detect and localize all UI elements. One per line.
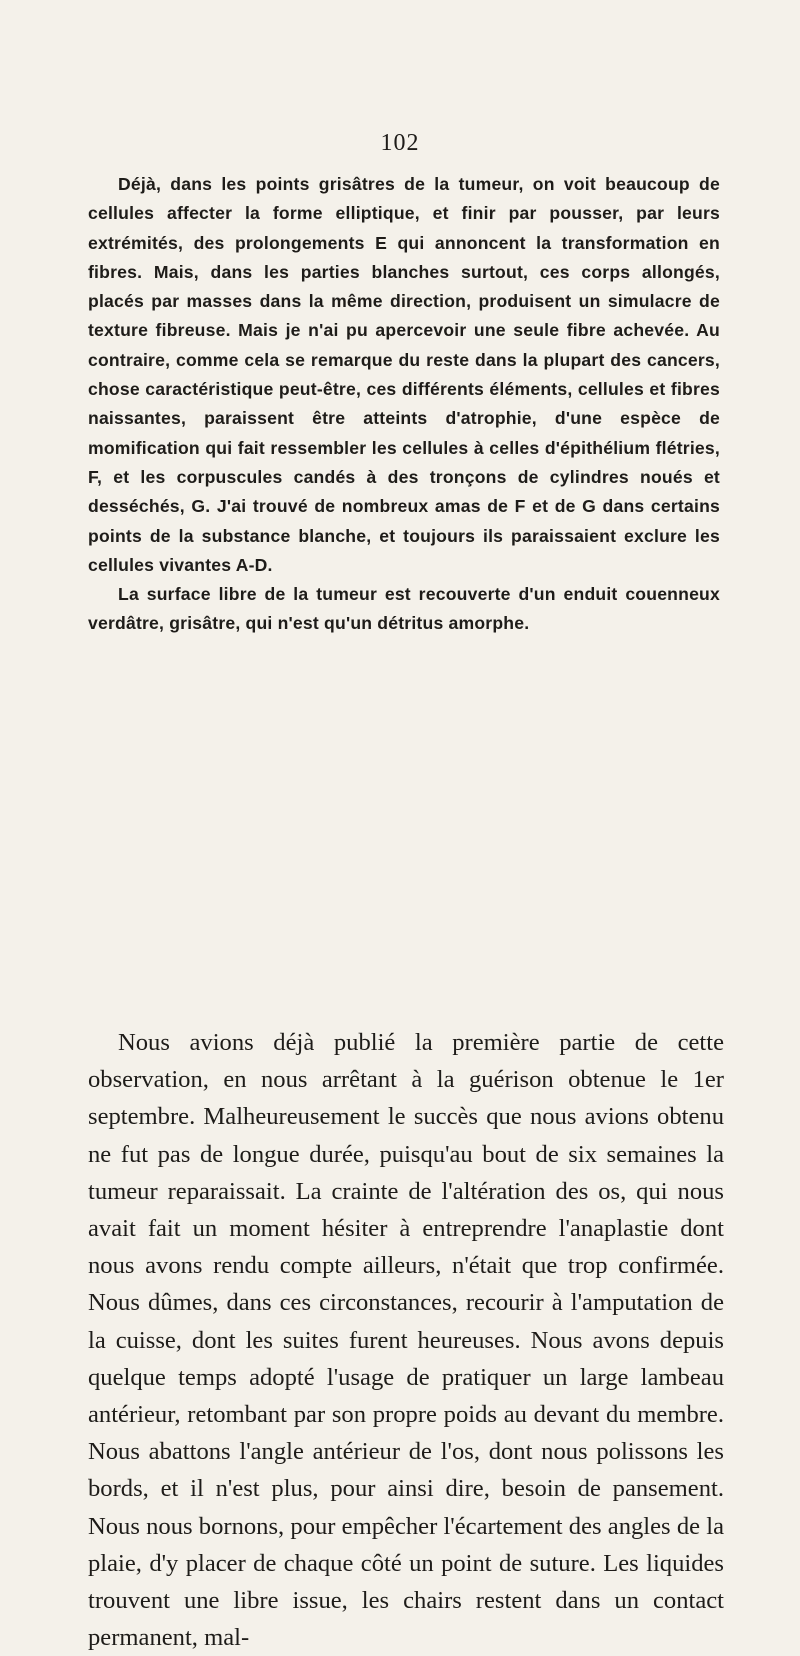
paragraph-tumor-cells: Déjà, dans les points grisâtres de la tumeur, on voit beaucoup de cellules affecter la forme elliptique, et finir par pousser, par leurs extrémités, des prolongements E qui annoncent la transformation en fibres. Mais, dans les parties blanches surtout, ces corps allongés, placés par masses dans la même direction, produisent un simulacre de texture fibreuse. Mais je n'ai pu apercevoir une seule fibre achevée. Au contraire, comme cela se remarque du reste dans la plupart des cancers, chose caractéristique peut-être, ces différents éléments, cellules et fibres naissantes, paraissent être atteints d'atrophie, d'une espèce de momification qui fait ressembler les cellules à celles d'épithélium flétries, F, et les corpuscules candés à des tronçons de cylindres noués et desséchés, G. J'ai trouvé de nombreux amas de F et de G dans certains points de la substance blanche, et toujours ils paraissaient exclure les cellules vivantes A-D. — [88, 174, 720, 575]
page-number: 102 — [380, 130, 420, 156]
paragraph-amputation: Nous avions déjà publié la première partie de cette observation, en nous arrêtant à la guérison obtenue le 1er septembre. Malheureusement le succès que nous avions obtenu ne fut pas de longue durée, puisqu'au bout de six semaines la tumeur reparaissait. La crainte de l'altération des os, qui nous avait fait un moment hésiter à entreprendre l'anaplastie dont nous avons rendu compte ailleurs, n'était que trop confirmée. Nous dûmes, dans ces circonstances, recourir à l'amputation de la cuisse, dont les suites furent heureuses. Nous avons depuis quelque temps adopté l'usage de pratiquer un large lambeau antérieur, retombant par son propre poids au devant du membre. Nous abattons l'angle antérieur de l'os, dont nous polissons les bords, et il n'est plus, pour ainsi dire, besoin de pansement. Nous nous bornons, pour empêcher l'écartement des angles de la plaie, d'y placer de chaque côté un point de suture. Les liquides trouvent une libre issue, les chairs restent dans un contact permanent, mal- — [88, 1029, 724, 1652]
observation-text-small — [88, 170, 720, 639]
paragraph-tumor-surface: La surface libre de la tumeur est recouverte d'un enduit couenneux verdâtre, grisâtre, qui n'est qu'un détritus amorphe. — [88, 584, 720, 634]
observation-text-large — [88, 1024, 724, 1656]
